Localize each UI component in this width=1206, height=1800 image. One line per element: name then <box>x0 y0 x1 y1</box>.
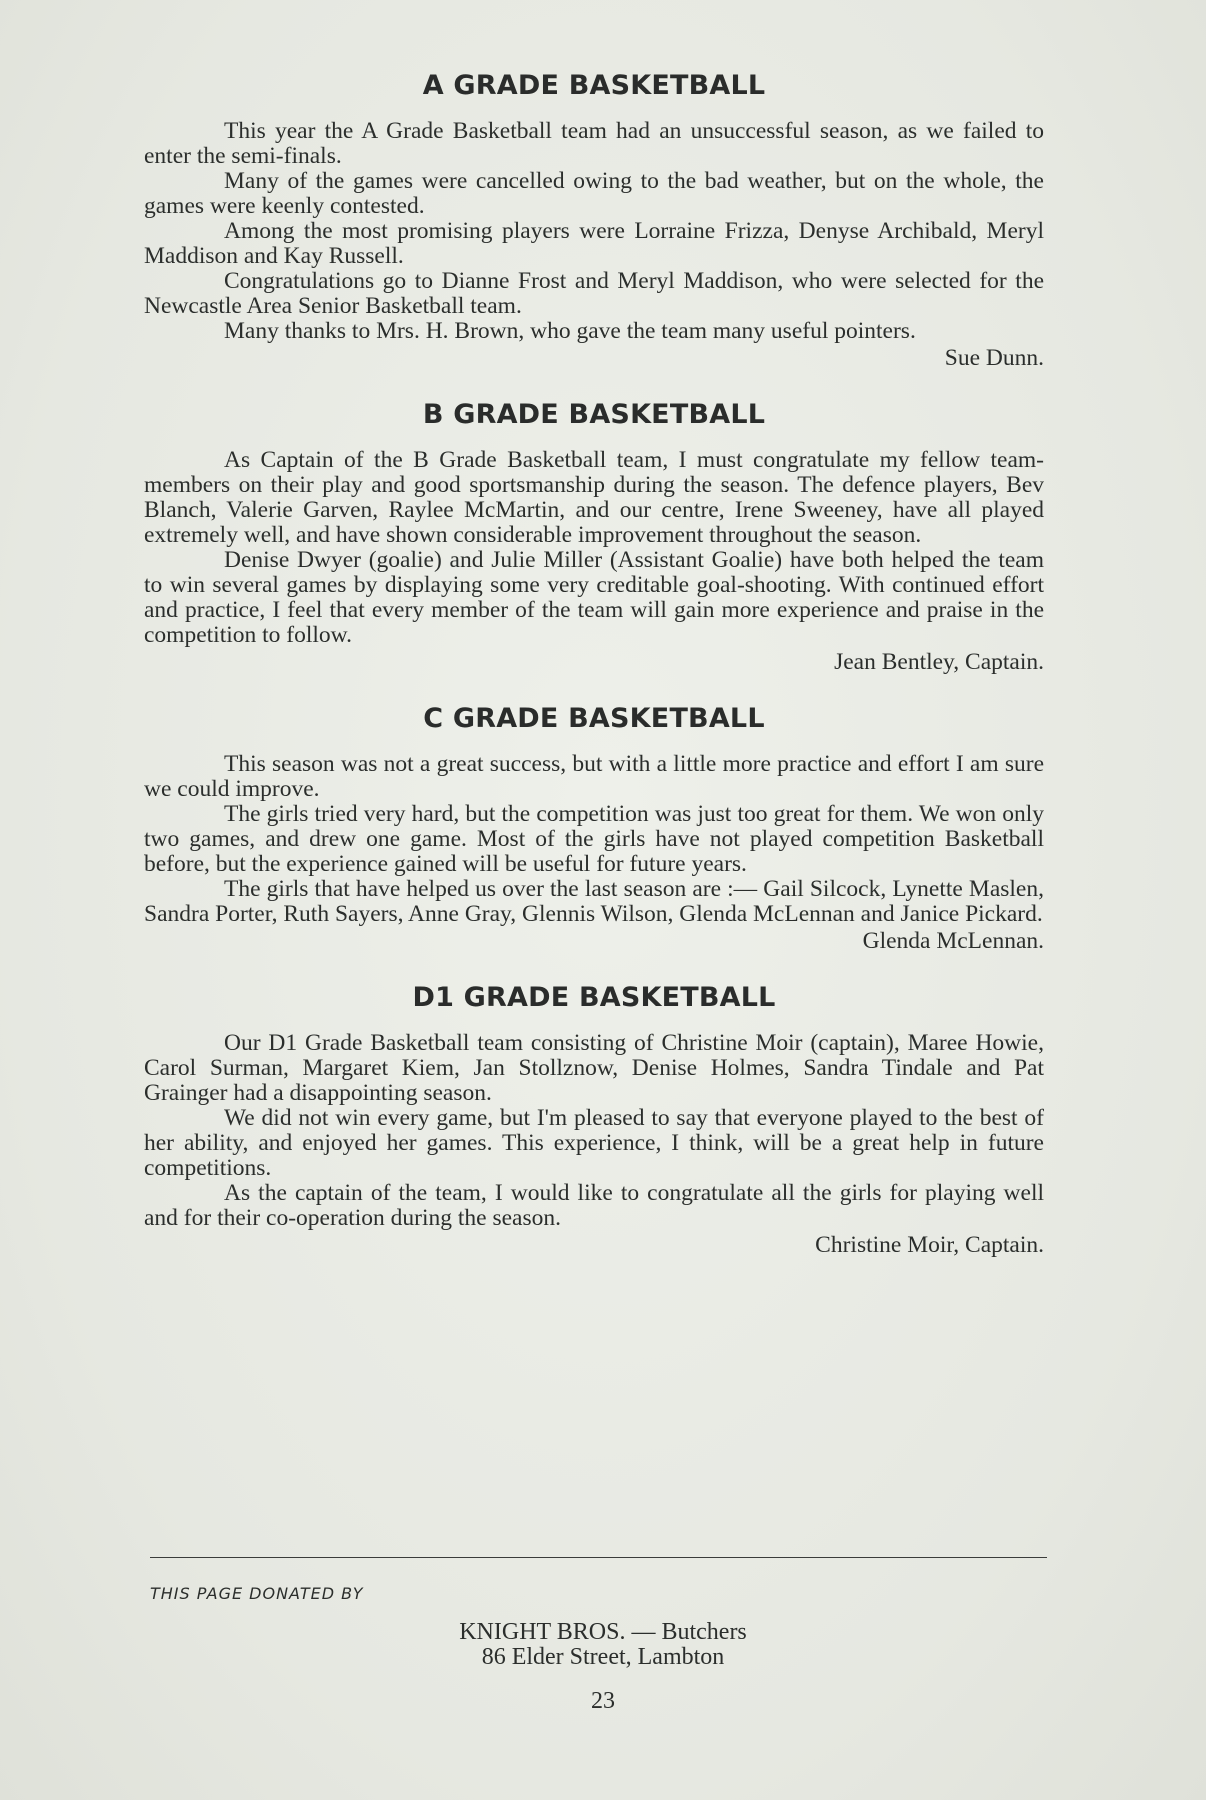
section-heading: A GRADE BASKETBALL <box>422 70 766 101</box>
paragraph: Many thanks to Mrs. H. Brown, who gave the team many useful pointers. <box>224 318 916 344</box>
paragraph: Congratulations go to Dianne Frost and Meryl Maddison, who were selected for the Newcastle Area Senior Basketball team. <box>144 268 1044 319</box>
paragraph: The girls that have helped us over the last season are :— Gail Silcock, Lynette Maslen, Sandra Porter, Ruth Sayers, Anne Gray, Glennis Wilson, Glenda McLennan and Janice Pickard. <box>144 876 1044 927</box>
sponsor-block <box>0 1620 1206 1670</box>
section-d1-grade <box>144 982 1044 1258</box>
section-c-grade <box>144 703 1044 954</box>
sponsor-name: KNIGHT BROS. — Butchers <box>459 1619 747 1645</box>
footer-divider <box>150 1557 1047 1558</box>
donated-label: THIS PAGE DONATED BY <box>150 1584 364 1603</box>
section-heading: B GRADE BASKETBALL <box>422 399 766 430</box>
paragraph: As the captain of the team, I would like to congratulate all the girls for playing well and for their co-operation during the season. <box>144 1180 1044 1231</box>
section-a-grade <box>144 70 1044 371</box>
section-heading: D1 GRADE BASKETBALL <box>412 982 776 1013</box>
paragraph: The girls tried very hard, but the competition was just too great for them. We won only two games, and drew one game. Most of the girls have not played competition Basketball before, but the experience gained will be useful for future years. <box>144 801 1044 877</box>
paragraph: Among the most promising players were Lorraine Frizza, Denyse Archibald, Meryl Maddison and Kay Russell. <box>144 218 1044 269</box>
paragraph: Denise Dwyer (goalie) and Julie Miller (Assistant Goalie) have both helped the team to win several games by displaying some very creditable goal-shooting. With continued effort and practice, I feel that every member of the team will gain more experience and praise in the competition to follow. <box>144 547 1044 648</box>
paragraph: Our D1 Grade Basketball team consisting of Christine Moir (captain), Maree Howie, Carol Surman, Margaret Kiem, Jan Stollznow, Denise Holmes, Sandra Tindale and Pat Grainger had a disappointing season. <box>144 1030 1044 1106</box>
page-number: 23 <box>591 1688 615 1714</box>
article-body <box>144 70 1044 1286</box>
signature: Jean Bentley, Captain. <box>834 649 1044 675</box>
section-b-grade <box>144 399 1044 675</box>
signature: Sue Dunn. <box>944 345 1044 371</box>
paragraph: This year the A Grade Basketball team had an unsuccessful season, as we failed to enter the semi-finals. <box>144 118 1044 169</box>
paragraph: This season was not a great success, but with a little more practice and effort I am sure we could improve. <box>144 751 1044 802</box>
paragraph: Many of the games were cancelled owing to the bad weather, but on the whole, the games were keenly contested. <box>144 168 1044 219</box>
signature: Christine Moir, Captain. <box>815 1232 1044 1258</box>
paragraph: We did not win every game, but I'm pleased to say that everyone played to the best of her ability, and enjoyed her games. This experience, I think, will be a great help in future competitions. <box>144 1105 1044 1181</box>
signature: Glenda McLennan. <box>862 928 1044 954</box>
section-heading: C GRADE BASKETBALL <box>423 703 765 734</box>
paragraph: As Captain of the B Grade Basketball team, I must congratulate my fellow team-members on their play and good sportsmanship during the season. The defence players, Bev Blanch, Valerie Garven, Raylee McMartin, and our centre, Irene Sweeney, have all played extremely well, and have shown considerable improvement throughout the season. <box>144 447 1044 548</box>
sponsor-address: 86 Elder Street, Lambton <box>481 1644 725 1670</box>
